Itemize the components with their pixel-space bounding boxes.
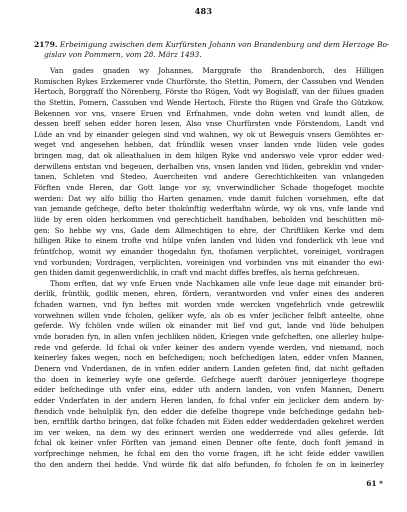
body-line: derwillens entstan vnd begeuen, derhalben vns, vnsen landen vnd lüden, gebreklin vnd vnder- bbox=[34, 161, 384, 171]
heading-line-1 bbox=[34, 40, 390, 50]
body-line: Lüde an vnd by einander gelegen sind vnd wahnen, wy ok ut Beweguis vnsers Gemöhtes er- bbox=[34, 129, 384, 139]
body-line: ftendich vnde behulplik fyn, den edder die defelbe thogrepe vnde befchedinge gedahn heb- bbox=[34, 406, 384, 416]
body-line: Thom erften, dat wy vnfe Eruen vnde Nachkamen alle vnfe leue dage mit einander brö- bbox=[50, 278, 384, 288]
body-line: geferde. Wy fchölen vnde willen ok einander mit lief vnd gut, lande vnd lüde behulpen bbox=[34, 321, 384, 331]
body-line: lüde by eren olden herkommen vnd gerechtichelt handhaben, beholden vnd beschütten mö- bbox=[34, 214, 384, 224]
body-line: Denern vnd Vnderdanen, de in vnfen edder andern Landen gefeten find, dat nicht geftaden bbox=[34, 363, 384, 373]
body-line: vorfprechinge nehmen, he fchal em den tho vorne fragen, ift he icht feide edder vawillen bbox=[34, 449, 384, 459]
document-number: 2179. bbox=[34, 40, 58, 49]
body-line: Van gades gnaden wy Johannes, Marggrafe tho Brandenborch, des Hilligen bbox=[50, 66, 384, 75]
body-line: derlik, früntlik, godlik menen, ehren, fördern, verantworden vnd vnfer eines des anderen bbox=[34, 289, 384, 299]
body-line: edder Vnderfaten in der andern Heren landen, fo fchal vnfer ein jeclicker dem andern by- bbox=[34, 395, 384, 405]
body-line: hilligen Rike to einem trofte vnd hülpe vnfen landen vnd lüden vnd fonderlick vth leue vnd bbox=[34, 236, 384, 246]
body-line: bringen mag, dat ok alleathaluen in dem hilgen Ryke vnd anderswo vele vpror edder wed- bbox=[34, 151, 384, 161]
body-line: früntfchop, womit wy einander thogedahn fyn, thofamen verplichtet, voreiniget, vordragen bbox=[34, 246, 384, 256]
heading-title-line-1: Erbeinigung zwischen dem Kurfürsten Johann von Brandenburg und dem Herzoge Bo- bbox=[59, 40, 390, 49]
body-line: rede vnd geferde. Id fchal ok vnfer keiner des andern vyende werden, vnd niemand, noch bbox=[34, 342, 384, 352]
body-line: tho den andern thei hedde. Vnd würde fik dat alfo befunden, fo fcholen fe on in keinerley bbox=[34, 459, 384, 469]
page-number: 483 bbox=[194, 6, 213, 16]
body-line: ben, ernftlik dartho bringen, dat folke fchaden mit Eiden edder wedderdaden gekehret werden bbox=[34, 417, 384, 427]
body-line: tho Stettin, Pomern, Cassuben vnd Wende Hertoch, Förste tho Rügen vnd Grafe tho Gützkow, bbox=[34, 97, 384, 107]
document-heading bbox=[34, 40, 390, 59]
body-line: vnd vorbunden; Vordragen, verplichten, voreinigen vnd vorbinden vns mit einander tho ewi- bbox=[34, 257, 384, 267]
document-body bbox=[34, 66, 384, 470]
signature-mark: 61 * bbox=[366, 479, 383, 488]
body-line: dessen breff sehen edder horen lesen, Also vnse Churfürsten vnde Förstendom, Landt vnd bbox=[34, 119, 384, 129]
body-line: gen: So hebbe wy vns, Gade dem Allmechtigen to ehre, der Chriftliken Kerke vnd dem bbox=[34, 225, 384, 235]
body-line: van jemande gefchege, defto beter thokünftig wederftahn würde, wy ok vns, vnfe lande vnd bbox=[34, 204, 384, 214]
body-line: vnde boraden fyn, in allen vnfen jechliken nöden, Kriegen vnde gefcheften, one allerley hulpe- bbox=[34, 332, 384, 342]
body-line: Förften vnde Heren, dar Gott lange vor sy, vnverwindlicher Schade thogefoget mochte bbox=[34, 183, 384, 193]
body-line: werden: Dat wy alfo billig tho Harten genamen, vnde damit fulchen vorsehmen, efte dat bbox=[34, 193, 384, 203]
body-line: edder befchedinge uth vnfer eins, edder uth andern landen, von vnfen Mannen, Denern bbox=[34, 385, 384, 395]
heading-line-2: gislav von Pommern, vom 28. März 1493. bbox=[44, 49, 202, 59]
body-line: Bekennen vor vns, vnsere Eruen vnd Erfnahmen, vnde dohn weten vnd kundt allen, de bbox=[34, 108, 384, 118]
body-line: im ver weken, na dem wy des erinnert werden one wedderrede vnd alles geferde. Idt bbox=[34, 427, 384, 437]
body-line: Romischen Rykes Erzkemerer vnde Churförste, tho Stettin, Pomern, der Cassuben vnd Wenden bbox=[34, 76, 384, 86]
body-line: weget vnd angesehen hebben, dat fründlik wesen vnser landen vnde lüden vele godes bbox=[34, 140, 384, 150]
body-line: vorwehnen willen vnde fcholen, geliker wyfe, als ob es vnfer jeclicher felbft anteelte, ohne bbox=[34, 310, 384, 320]
body-line: Hertoch, Borggraff tho Nörenberg, Förste tho Rügen, Vodt wy Bogislaff, van der fülues gnaden bbox=[34, 87, 384, 97]
body-line: fchaden warnen, vnd fyn beftes mit worden vnde wercken vngefehrlich vnde getrewlik bbox=[34, 300, 384, 310]
body-line: keinerley fakes wegen, noch en befchedigen; noch befchedigen laten, edder vnfen Mannen, bbox=[34, 353, 384, 363]
body-line: gen thiden damit gegenwerdichlik, in craft vnd macht diffes breffes, als herna gefchreuen. bbox=[34, 268, 360, 278]
body-line: tanen, Schleten vnd Stedeo, Auercheiten vnd andere Gerechtichkeiten van vnlangeden bbox=[34, 172, 384, 182]
body-line: tho doen in keinerley wyfe one geferde. Gefchege auerft daröuer jennigerleye thogrepe bbox=[34, 374, 384, 384]
body-line: fchal ok keiner vnfer Förften van jemand einen Denner ofte fente, doch fonft jemand in bbox=[34, 438, 384, 448]
